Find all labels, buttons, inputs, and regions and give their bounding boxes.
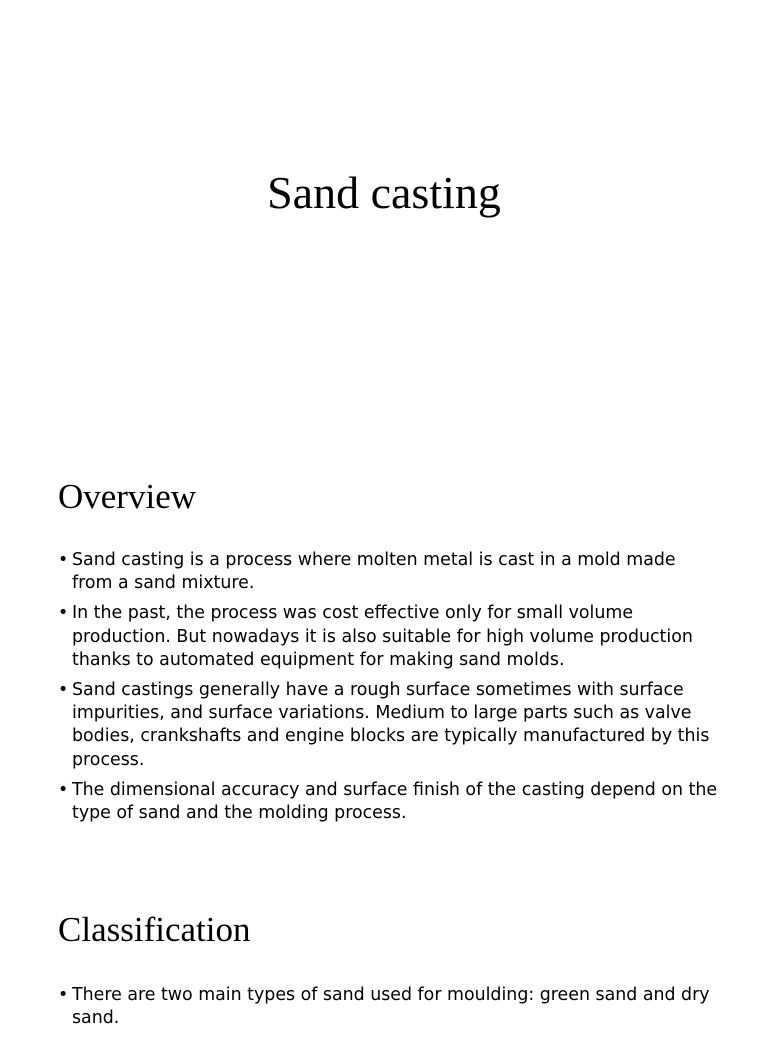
bullet-text: The dimensional accuracy and surface finish of the casting depend on the type of sand and the molding process. [72, 779, 718, 824]
bullet-item [58, 602, 718, 672]
classification-section [58, 908, 718, 1037]
section-heading-overview: Overview [58, 477, 197, 516]
classification-bullet-list [58, 984, 718, 1030]
bullet-item [58, 984, 718, 1030]
bullet-item [58, 679, 718, 772]
bullet-item [58, 549, 718, 595]
bullet-text: Sand casting is a process where molten metal is cast in a mold made from a sand mixture. [72, 550, 676, 594]
bullet-icon: • [58, 985, 69, 1005]
bullet-text: There are two main types of sand used for moulding: green sand and dry sand. [72, 985, 710, 1029]
bullet-icon: • [58, 779, 69, 800]
slide-title: Sand casting [267, 167, 501, 218]
bullet-icon: • [58, 680, 69, 701]
overview-bullet-list [58, 549, 718, 825]
section-heading-classification: Classification [58, 910, 251, 949]
bullet-text: Sand castings generally have a rough surface sometimes with surface impurities, and surface variations. Medium to large parts such as valve bodies, crankshafts and engine blocks are typically manufactured by this process. [72, 680, 710, 770]
bullet-icon: • [58, 603, 69, 624]
bullet-item [58, 779, 718, 825]
bullet-text: In the past, the process was cost effective only for small volume production. But nowadays it is also suitable for high volume production thanks to automated equipment for making sand molds. [72, 603, 693, 670]
bullet-icon: • [58, 550, 69, 570]
overview-section [58, 475, 718, 832]
